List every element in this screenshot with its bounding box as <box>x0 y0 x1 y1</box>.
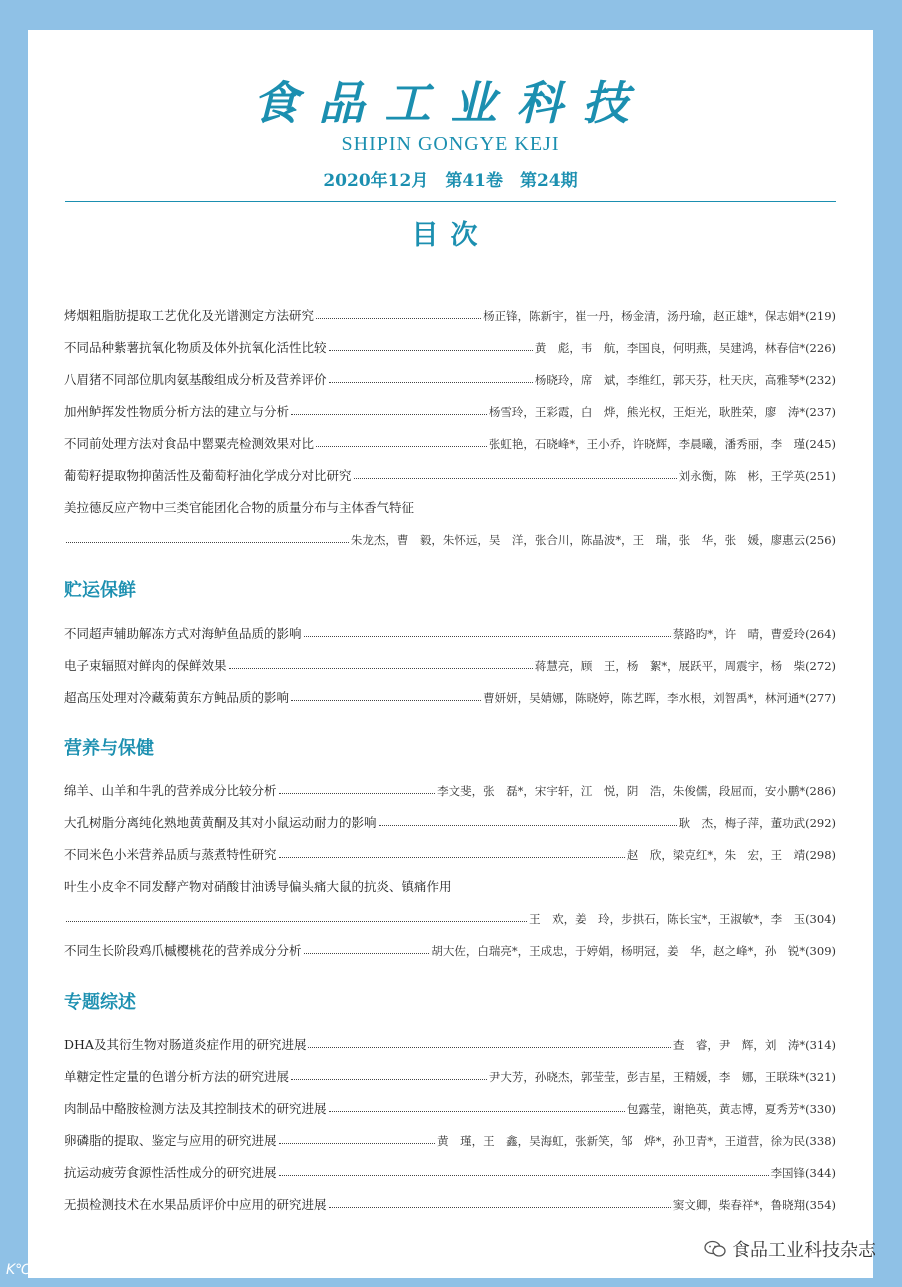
entry-title: 卵磷脂的提取、鉴定与应用的研究进展 <box>64 1133 277 1148</box>
entry-authors: 曹妍妍，吴婧娜，陈晓婷，陈艺晖，李水根，刘智禹*，林河通*(277) <box>483 691 836 705</box>
leader-dots <box>329 1111 625 1112</box>
leader-dots <box>329 350 533 351</box>
leader-dots <box>279 857 625 858</box>
leader-dots <box>316 318 481 319</box>
entry-authors: 耿 杰，梅子萍，董功武(292) <box>678 816 836 830</box>
entry-title: DHA及其衍生物对肠道炎症作用的研究进展 <box>64 1037 307 1052</box>
entry-title: 烤烟粗脂肪提取工艺优化及光谱测定方法研究 <box>64 308 315 323</box>
toc-entry-title-line[interactable] <box>64 871 836 895</box>
toc-entry[interactable] <box>64 1093 836 1117</box>
entry-authors: 李国锋(344) <box>770 1166 836 1180</box>
toc-entry[interactable] <box>64 428 836 452</box>
journal-page <box>28 30 873 1278</box>
entry-title: 抗运动疲劳食源性活性成分的研究进展 <box>64 1165 277 1180</box>
toc-entry[interactable] <box>64 650 836 674</box>
leader-dots <box>329 1207 671 1208</box>
entry-title: 不同前处理方法对食品中罂粟壳检测效果对比 <box>64 436 315 451</box>
entry-authors: 朱龙杰，曹 毅，朱怀远，吴 洋，张合川，陈晶波*，王 瑞，张 华，张 媛，廖惠云(256) <box>350 533 836 547</box>
leader-dots <box>279 793 436 794</box>
toc-entry[interactable] <box>64 839 836 863</box>
toc-entry[interactable] <box>64 332 836 356</box>
leader-dots <box>379 825 677 826</box>
entry-authors: 蔡路昀*，许 晴，曹爱玲(264) <box>672 627 836 641</box>
leader-dots <box>304 636 671 637</box>
toc-entry-author-line[interactable] <box>64 903 836 927</box>
entry-authors: 包露莹，谢艳英，黄志博，夏秀芳*(330) <box>626 1102 836 1116</box>
entry-title: 电子束辐照对鲜肉的保鲜效果 <box>64 658 227 673</box>
toc-title: 目次 <box>411 220 490 251</box>
leader-dots <box>354 478 677 479</box>
entry-authors: 杨晓玲，席 斌，李维红，郭天芬，杜天庆，高雅琴*(232) <box>534 373 836 387</box>
leader-dots <box>66 921 527 922</box>
entry-title: 大孔树脂分离纯化熟地黄黄酮及其对小鼠运动耐力的影响 <box>64 815 377 830</box>
entry-authors: 刘永衡，陈 彬，王学英(251) <box>678 469 836 483</box>
entry-title: 加州鲈挥发性物质分析方法的建立与分析 <box>64 404 290 419</box>
entry-authors: 杨雪玲，王彩霞，白 烨，熊光权，王炬光，耿胜荣，廖 涛*(237) <box>488 405 836 419</box>
entry-authors: 李文斐，张 磊*，宋宇轩，江 悦，阴 浩，朱俊儒，段屈而，安小鹏*(286) <box>437 784 836 798</box>
watermark-left <box>6 1259 91 1279</box>
leader-dots <box>308 1047 670 1048</box>
journal-title: 食品工业科技 <box>252 76 649 130</box>
entry-authors: 杨正锋，陈新宇，崔一丹，杨金清，汤丹瑜，赵正雄*，保志娟*(219) <box>483 309 836 323</box>
entry-authors: 张虹艳，石晓峰*，王小乔，许晓辉，李晨曦，潘秀丽，李 瑾(245) <box>488 437 836 451</box>
toc-entry[interactable] <box>64 300 836 324</box>
header-divider <box>65 201 836 202</box>
entry-authors: 窦文卿，柴春祥*，鲁晓翔(354) <box>672 1198 836 1212</box>
leader-dots <box>291 414 487 415</box>
entry-title: 不同品种紫薯抗氧化物质及体外抗氧化活性比较 <box>64 340 327 355</box>
toc-entry[interactable] <box>64 935 836 959</box>
toc-entry[interactable] <box>64 682 836 706</box>
entry-authors: 黄 瑾，王 鑫，吴海虹，张新笑，邹 烨*，孙卫青*，王道营，徐为民(338) <box>437 1134 836 1148</box>
entry-title: 美拉德反应产物中三类官能团化合物的质量分布与主体香气特征 <box>64 500 415 515</box>
toc-entry-title-line[interactable] <box>64 492 836 516</box>
watermark-right <box>704 1236 876 1262</box>
toc-entry[interactable] <box>64 1029 836 1053</box>
entry-title: 不同米色小米营养品质与蒸煮特性研究 <box>64 847 277 862</box>
toc-entry[interactable] <box>64 807 836 831</box>
leader-dots <box>279 1143 436 1144</box>
brand-logo-icon: K℃ <box>6 1262 31 1278</box>
entry-authors: 蒋慧亮，顾 王，杨 絮*，展跃平，周震宇，杨 柴(272) <box>534 659 836 673</box>
entry-authors: 胡大佐，白瑞亮*，王成忠，于婷娟，杨明冠，姜 华，赵之峰*，孙 锐*(309) <box>431 944 836 958</box>
leader-dots <box>329 382 533 383</box>
entry-title: 八眉猪不同部位肌肉氨基酸组成分析及营养评价 <box>64 372 327 387</box>
entry-title: 葡萄籽提取物抑菌活性及葡萄籽油化学成分对比研究 <box>64 468 352 483</box>
leader-dots <box>316 446 487 447</box>
watermark-left-text: 大数跨境 <box>34 1262 91 1278</box>
toc-entry[interactable] <box>64 1061 836 1085</box>
leader-dots <box>291 700 481 701</box>
entry-title: 单糖定性定量的色谱分析方法的研究进展 <box>64 1069 290 1084</box>
toc-entry[interactable] <box>64 1189 836 1213</box>
entry-title: 叶生小皮伞不同发酵产物对硝酸甘油诱导偏头痛大鼠的抗炎、镇痛作用 <box>64 879 452 894</box>
section-heading-nutrition: 营养与保健 <box>64 738 154 759</box>
entry-authors: 黄 彪，韦 航，李国良，何明燕，吴建鸿，林春信*(226) <box>534 341 836 355</box>
leader-dots <box>279 1175 769 1176</box>
entry-title: 无损检测技术在水果品质评价中应用的研究进展 <box>64 1197 327 1212</box>
wechat-icon <box>704 1240 726 1258</box>
leader-dots <box>229 668 533 669</box>
toc-entry[interactable] <box>64 775 836 799</box>
leader-dots <box>291 1079 487 1080</box>
section-heading-review: 专题综述 <box>64 992 136 1013</box>
entry-title: 不同生长阶段鸡爪槭樱桃花的营养成分分析 <box>64 943 302 958</box>
watermark-right-text: 食品工业科技杂志 <box>732 1240 876 1261</box>
toc-entry-author-line[interactable] <box>64 524 836 548</box>
leader-dots <box>66 542 349 543</box>
section-heading-storage: 贮运保鲜 <box>64 580 136 601</box>
entry-title: 超高压处理对冷藏菊黄东方鲀品质的影响 <box>64 690 290 705</box>
toc-entry[interactable] <box>64 364 836 388</box>
entry-authors: 查 睿，尹 辉，刘 涛*(314) <box>672 1038 836 1052</box>
toc-entry[interactable] <box>64 618 836 642</box>
entry-title: 绵羊、山羊和牛乳的营养成分比较分析 <box>64 783 277 798</box>
entry-authors: 尹大芳，孙晓杰，郭莹莹，彭吉星，王精媛，李 娜，王联珠*(321) <box>488 1070 836 1084</box>
leader-dots <box>304 953 430 954</box>
toc-entry[interactable] <box>64 460 836 484</box>
entry-authors: 王 欢，姜 玲，步拱石，陈长宝*，王淑敏*，李 玉(304) <box>529 912 836 926</box>
journal-pinyin: SHIPIN GONGYE KEJI <box>341 133 560 155</box>
toc-entry[interactable] <box>64 396 836 420</box>
entry-title: 肉制品中酪胺检测方法及其控制技术的研究进展 <box>64 1101 327 1116</box>
entry-authors: 赵 欣，梁克红*，朱 宏，王 靖(298) <box>626 848 836 862</box>
issue-info: 2020年12月 第41卷 第24期 <box>323 171 578 191</box>
toc-entry[interactable] <box>64 1125 836 1149</box>
toc-entry[interactable] <box>64 1157 836 1181</box>
entry-title: 不同超声辅助解冻方式对海鲈鱼品质的影响 <box>64 626 302 641</box>
